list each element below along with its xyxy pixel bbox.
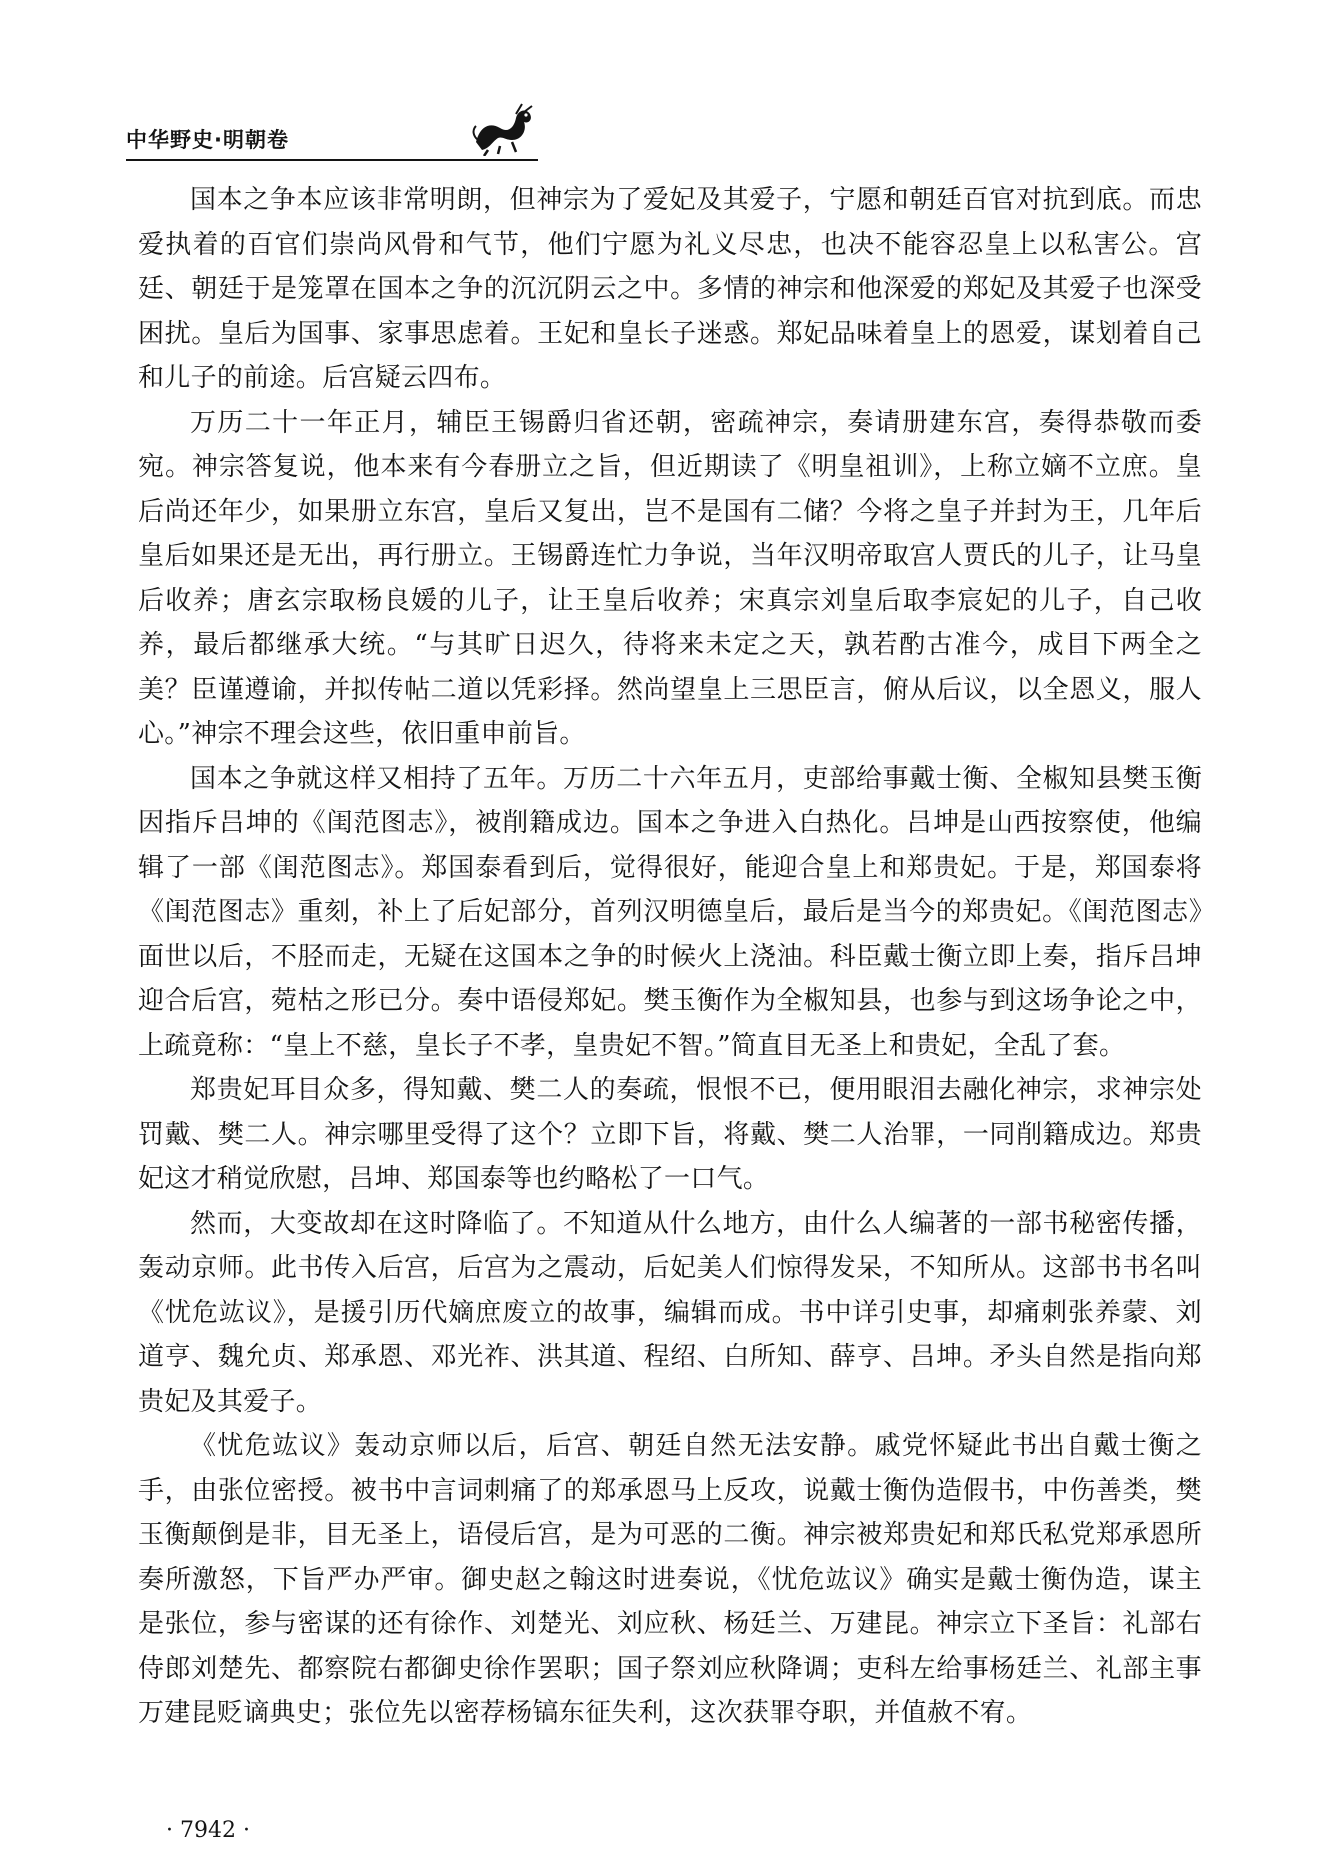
paragraph: 万历二十一年正月，辅臣王锡爵归省还朝，密疏神宗，奏请册建东宫，奏得恭敬而委宛。神宗答复说，他本来有今春册立之旨，但近期读了《明皇祖训》，上称立嫡不立庶。皇后尚还年少，如果册立东宫，皇后又复出，岂不是国有二储？今将之皇子并封为王，几年后皇后如果还是无出，再行册立。王锡爵连忙力争说，当年汉明帝取宫人贾氏的儿子，让马皇后收养；唐玄宗取杨良媛的儿子，让王皇后收养；宋真宗刘皇后取李宸妃的儿子，自己收养，最后都继承大统。“与其旷日迟久，待将来未定之天，孰若酌古准今，成目下两全之美？臣谨遵谕，并拟传帖二道以凭彩择。然尚望皇上三思臣言，俯从后议，以全恩义，服人心。”神宗不理会这些，依旧重申前旨。 [138,407,1202,749]
paragraph: 国本之争本应该非常明朗，但神宗为了爱妃及其爱子，宁愿和朝廷百官对抗到底。而忠爱执着的百官们崇尚风骨和气节，他们宁愿为礼义尽忠，也决不能容忍皇上以私害公。宫廷、朝廷于是笼罩在国本之争的沉沉阴云之中。多情的神宗和他深爱的郑妃及其爱子也深受困扰。皇后为国事、家事思虑着。王妃和皇长子迷惑。郑妃品味着皇上的恩爱，谋划着自己和儿子的前途。后宫疑云四布。 [138,185,1202,393]
page-header [126,96,538,160]
page-number: · 7942 · [166,1818,250,1843]
header-rule [126,159,538,161]
paragraph: 郑贵妃耳目众多，得知戴、樊二人的奏疏，恨恨不已，便用眼泪去融化神宗，求神宗处罚戴、樊二人。神宗哪里受得了这个？立即下旨，将戴、樊二人治罪，一同削籍成边。郑贵妃这才稍觉欣慰，吕坤、郑国泰等也约略松了一口气。 [138,1075,1202,1194]
body-text [138,178,1202,1736]
paragraph: 然而，大变故却在这时降临了。不知道从什么地方，由什么人编著的一部书秘密传播，轰动京师。此书传入后宫，后宫为之震动，后妃美人们惊得发呆，不知所从。这部书书名叫《忧危竑议》，是援引历代嫡庶废立的故事，编辑而成。书中详引史事，却痛刺张养蒙、刘道亨、魏允贞、郑承恩、邓光祚、洪其道、程绍、白所知、薛亨、吕坤。矛头自然是指向郑贵妃及其爱子。 [138,1208,1202,1417]
paragraph: 国本之争就这样又相持了五年。万历二十六年五月，吏部给事戴士衡、全椒知县樊玉衡因指斥吕坤的《闺范图志》，被削籍成边。国本之争进入白热化。吕坤是山西按察使，他编辑了一部《闺范图志》。郑国泰看到后，觉得很好，能迎合皇上和郑贵妃。于是，郑国泰将《闺范图志》重刻，补上了后妃部分，首列汉明德皇后，最后是当今的郑贵妃。《闺范图志》面世以后，不胫而走，无疑在这国本之争的时候火上浇油。科臣戴士衡立即上奏，指斥吕坤迎合后宫，菀枯之形已分。奏中语侵郑妃。樊玉衡作为全椒知县，也参与到这场争论之中，上疏竟称：“皇上不慈，皇长子不孝，皇贵妃不智。”简直目无圣上和贵妃，全乱了套。 [138,763,1202,1061]
paragraph: 《忧危竑议》轰动京师以后，后宫、朝廷自然无法安静。戚党怀疑此书出自戴士衡之手，由张位密授。被书中言词刺痛了的郑承恩马上反攻，说戴士衡伪造假书，中伤善类，樊玉衡颠倒是非，目无圣上，语侵后宫，是为可恶的二衡。神宗被郑贵妃和郑氏私党郑承恩所奏所激怒，下旨严办严审。御史赵之翰这时进奏说，《忧危竑议》确实是戴士衡伪造，谋主是张位，参与密谋的还有徐作、刘楚光、刘应秋、杨廷兰、万建昆。神宗立下圣旨：礼部右侍郎刘楚先、都察院右都御史徐作罢职；国子祭刘应秋降调；吏科左给事杨廷兰、礼部主事万建昆贬谪典史；张位先以密荐杨镐东征失利，这次获罪夺职，并值赦不宥。 [138,1431,1202,1728]
running-title: 中华野史·明朝卷 [126,128,289,152]
dragon-ornament-icon [470,102,536,156]
